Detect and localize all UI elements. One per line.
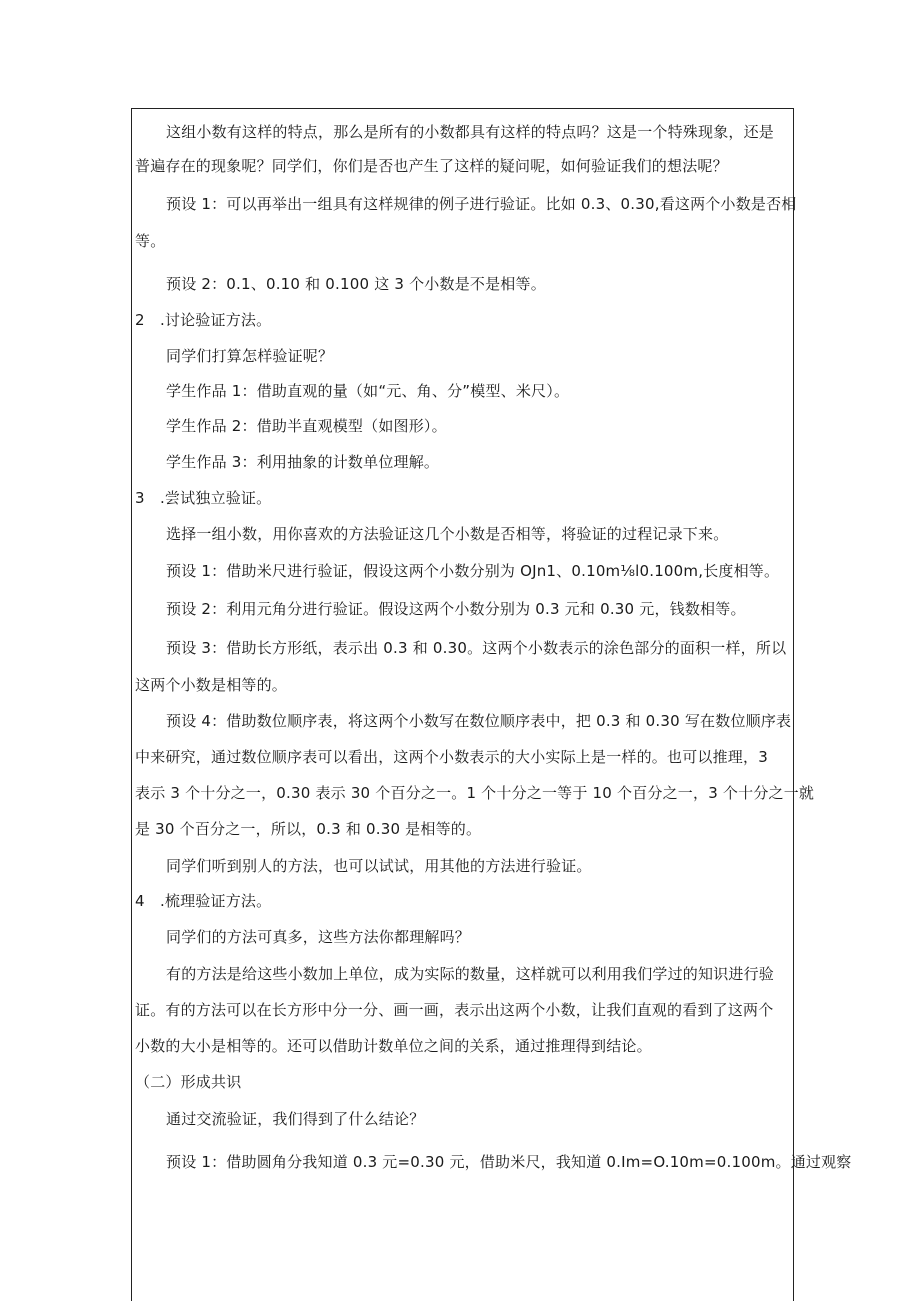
paragraph-line: 通过交流验证，我们得到了什么结论？: [166, 1110, 425, 1128]
paragraph-line: 学生作品 1：借助直观的量（如“元、角、分”模型、米尺）。: [166, 382, 570, 400]
paragraph-line: 学生作品 3：利用抽象的计数单位理解。: [166, 453, 440, 471]
paragraph-line: 等。: [135, 232, 166, 250]
paragraph-line: 预设 1：借助圆角分我知道 0.3 元=0.30 元，借助米尺，我知道 0.Im=O.10m=0.100m。通过观察: [166, 1153, 852, 1171]
paragraph-line: 普遍存在的现象呢？同学们，你们是否也产生了这样的疑问呢，如何验证我们的想法呢？: [135, 157, 728, 175]
paragraph-line: 小数的大小是相等的。还可以借助计数单位之间的关系，通过推理得到结论。: [135, 1037, 652, 1055]
section-heading: （二）形成共识: [135, 1073, 242, 1091]
paragraph-line: 这组小数有这样的特点，那么是所有的小数都具有这样的特点吗？这是一个特殊现象，还是: [166, 123, 775, 141]
paragraph-line: 是 30 个百分之一，所以，0.3 和 0.30 是相等的。: [135, 820, 482, 838]
paragraph-line: 中来研究，通过数位顺序表可以看出，这两个小数表示的大小实际上是一样的。也可以推理，3: [135, 748, 768, 766]
paragraph-line: 预设 2：利用元角分进行验证。假设这两个小数分别为 0.3 元和 0.30 元，钱数相等。: [166, 600, 746, 618]
paragraph-line: 预设 4：借助数位顺序表，将这两个小数写在数位顺序表中，把 0.3 和 0.30 写在数位顺序表: [166, 712, 792, 730]
paragraph-line: 表示 3 个十分之一，0.30 表示 30 个百分之一。1 个十分之一等于 10 个百分之一，3 个十分之一就: [135, 784, 815, 802]
paragraph-line: 学生作品 2：借助半直观模型（如图形）。: [166, 417, 447, 435]
paragraph-line: 选择一组小数，用你喜欢的方法验证这几个小数是否相等，将验证的过程记录下来。: [166, 525, 729, 543]
paragraph-line: 预设 2：0.1、0.10 和 0.100 这 3 个小数是不是相等。: [166, 275, 546, 293]
section-heading: 2 .讨论验证方法。: [135, 311, 272, 329]
paragraph-line: 这两个小数是相等的。: [135, 676, 288, 694]
paragraph-line: 同学们听到别人的方法，也可以试试，用其他的方法进行验证。: [166, 857, 592, 875]
section-heading: 4 .梳理验证方法。: [135, 892, 272, 910]
paragraph-line: 预设 1：借助米尺进行验证，假设这两个小数分别为 OJn1、0.10m⅛l0.100m,长度相等。: [166, 562, 780, 580]
paragraph-line: 证。有的方法可以在长方形中分一分、画一画，表示出这两个小数，让我们直观的看到了这两个: [135, 1001, 774, 1019]
paragraph-line: 有的方法是给这些小数加上单位，成为实际的数量，这样就可以利用我们学过的知识进行验: [166, 965, 775, 983]
paragraph-line: 预设 3：借助长方形纸，表示出 0.3 和 0.30。这两个小数表示的涂色部分的面积一样，所以: [166, 639, 787, 657]
section-heading: 3 .尝试独立验证。: [135, 489, 272, 507]
paragraph-line: 同学们打算怎样验证呢？: [166, 347, 334, 365]
paragraph-line: 同学们的方法可真多，这些方法你都理解吗？: [166, 928, 471, 946]
paragraph-line: 预设 1：可以再举出一组具有这样规律的例子进行验证。比如 0.3、0.30,看这两个小数是否相: [166, 195, 797, 213]
